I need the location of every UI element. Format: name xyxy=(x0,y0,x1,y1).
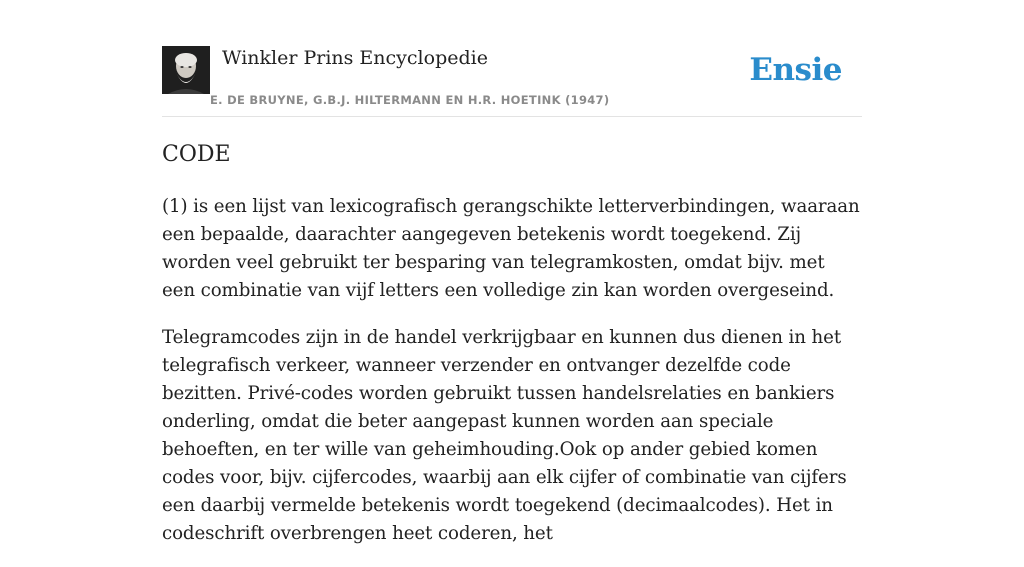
author-avatar xyxy=(162,46,210,94)
article xyxy=(162,140,862,567)
source-header xyxy=(162,46,862,117)
source-title[interactable]: Winkler Prins Encyclopedie xyxy=(222,47,488,69)
article-paragraph: Telegramcodes zijn in de handel verkrijgbaar en kunnen dus dienen in het telegrafisch verkeer, wanneer verzender en ontvanger dezelfde code bezitten. Privé-codes worden gebruikt tussen handelsrelaties en bankiers onderling, omdat die beter aangepast kunnen worden aan speciale behoeften, en ter wille van geheimhouding.Ook op ander gebied komen codes voor, bijv. cijfercodes, waarbij aan elk cijfer of combinatie van cijfers een daarbij vermelde betekenis wordt toegekend (decimaalcodes). Het in codeschrift overbrengen heet coderen, het xyxy=(162,327,847,544)
entry-title: CODE xyxy=(162,142,231,167)
brand-logo[interactable]: Ensie xyxy=(749,52,842,88)
article-paragraph: (1) is een lijst van lexicografisch gerangschikte letterverbindingen, waaraan een bepaalde, daarachter aangegeven betekenis wordt toegekend. Zij worden veel gebruikt ter besparing van telegramkosten, omdat bijv. met een combinatie van vijf letters een volledige zin kan worden overgeseind. xyxy=(162,196,860,301)
source-authors: E. DE BRUYNE, G.B.J. HILTERMANN EN H.R. HOETINK (1947) xyxy=(210,93,610,107)
